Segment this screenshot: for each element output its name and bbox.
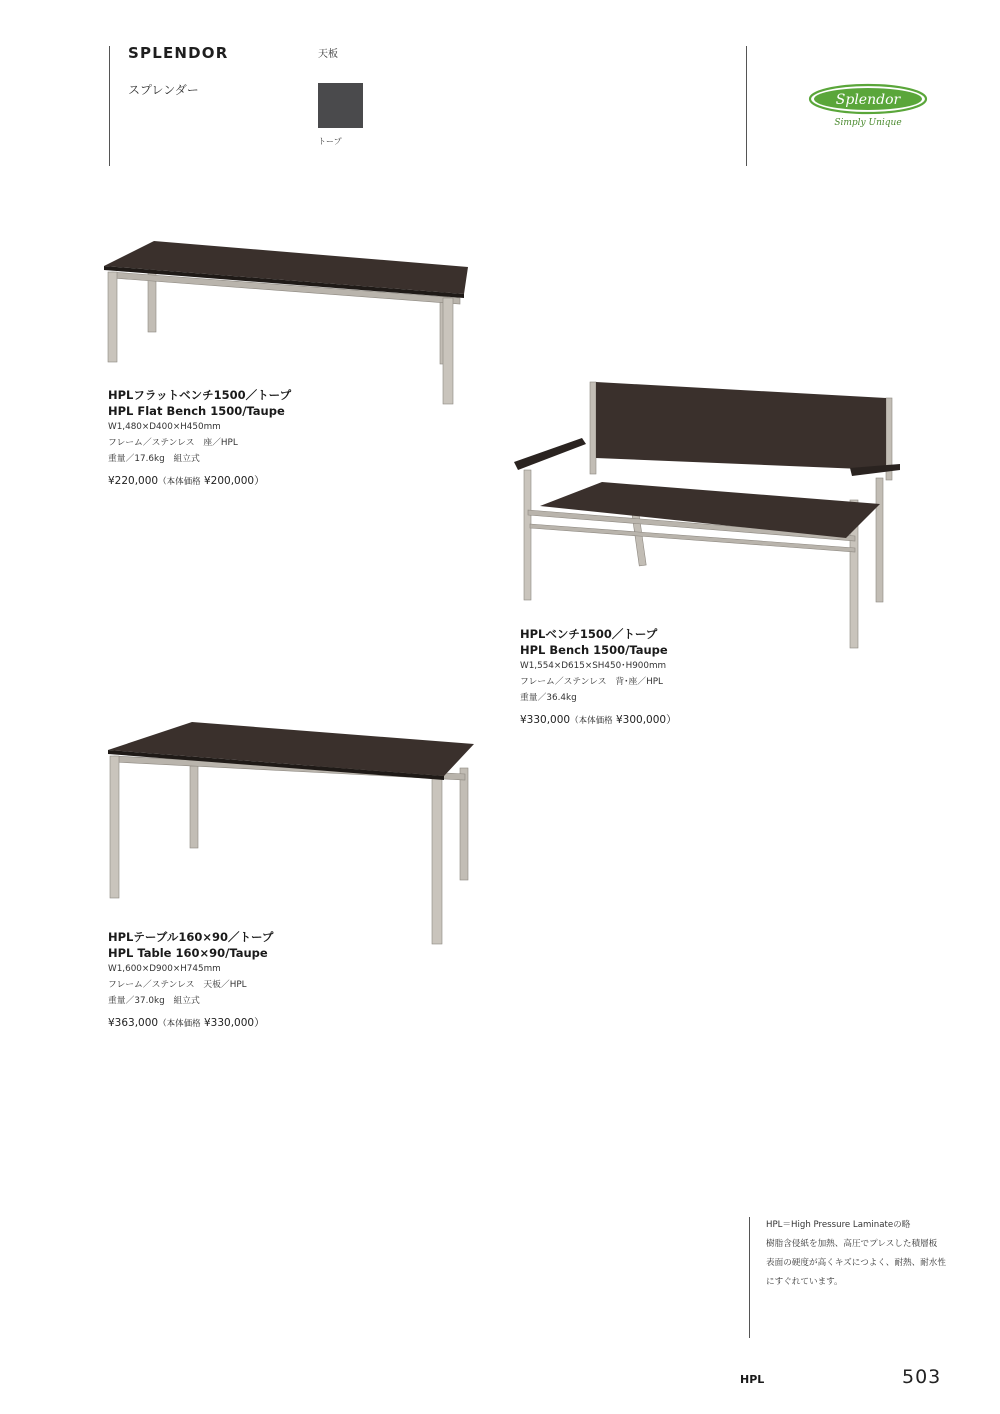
- product-price: [520, 712, 677, 727]
- note-rule: [749, 1217, 750, 1338]
- product-material: フレーム／ステンレス 座／HPL: [108, 438, 238, 448]
- price-close: ）: [666, 714, 677, 726]
- product-name-ja: HPLテーブル160×90／トープ: [108, 930, 274, 944]
- product-size: W1,554×D615×SH450･H900mm: [520, 661, 667, 671]
- product-weight: 重量／17.6kg 組立式: [108, 454, 200, 464]
- price-close: ）: [254, 475, 265, 487]
- product-price: [108, 473, 291, 488]
- product-name-ja: HPLベンチ1500／トープ: [520, 627, 658, 641]
- header-right-rule: [746, 46, 747, 166]
- note-line: 樹脂含侵紙を加熱、高圧でプレスした積層板: [766, 1239, 938, 1249]
- header-left-rule: [109, 46, 110, 166]
- product-size: W1,480×D400×H450mm: [108, 422, 221, 432]
- footer-category: HPL: [740, 1373, 765, 1386]
- note-line: にすぐれています。: [766, 1277, 843, 1287]
- top-material-label: 天板: [318, 49, 338, 60]
- color-swatch-taupe[interactable]: [318, 83, 363, 128]
- product-table: [108, 929, 273, 1030]
- base-price: ¥300,000: [615, 714, 667, 726]
- product-flat-bench: [108, 387, 291, 488]
- brand-kana: スプレンダー: [128, 83, 199, 97]
- base-price: ¥330,000: [203, 1017, 255, 1029]
- brand-title: SPLENDOR: [128, 44, 229, 62]
- price-with-tax: ¥363,000: [108, 1017, 159, 1029]
- price-note: （本体価格: [570, 716, 613, 726]
- base-price: ¥200,000: [203, 475, 255, 487]
- product-name-en: HPL Table 160×90/Taupe: [108, 946, 268, 960]
- note-line: 表面の硬度が高くキズにつよく、耐熱、耐水性: [766, 1258, 946, 1268]
- swatch-name: トープ: [318, 137, 342, 146]
- table-image[interactable]: [100, 716, 480, 948]
- price-note: （本体価格: [158, 1019, 201, 1029]
- product-price: [108, 1015, 273, 1030]
- price-with-tax: ¥220,000: [108, 475, 159, 487]
- logo-tagline: Simply Unique: [834, 118, 902, 128]
- price-with-tax: ¥330,000: [520, 714, 571, 726]
- page-number: 503: [902, 1366, 942, 1388]
- product-material: フレーム／ステンレス 背･座／HPL: [520, 677, 663, 687]
- product-material: フレーム／ステンレス 天板／HPL: [108, 980, 247, 990]
- logo-wordmark: Splendor: [835, 92, 901, 108]
- hpl-note: [766, 1216, 946, 1292]
- splendor-logo: [806, 82, 934, 130]
- product-name-en: HPL Flat Bench 1500/Taupe: [108, 404, 285, 418]
- product-name-ja: HPLフラットベンチ1500／トープ: [108, 388, 292, 402]
- product-name-en: HPL Bench 1500/Taupe: [520, 643, 668, 657]
- price-close: ）: [254, 1017, 265, 1029]
- flat-bench-image[interactable]: [98, 236, 478, 408]
- product-weight: 重量／37.0kg 組立式: [108, 996, 200, 1006]
- product-weight: 重量／36.4kg: [520, 693, 577, 703]
- note-line: HPL＝High Pressure Laminateの略: [766, 1220, 911, 1230]
- bench-image[interactable]: [510, 378, 910, 650]
- product-bench: [520, 626, 677, 727]
- product-size: W1,600×D900×H745mm: [108, 964, 221, 974]
- price-note: （本体価格: [158, 477, 201, 487]
